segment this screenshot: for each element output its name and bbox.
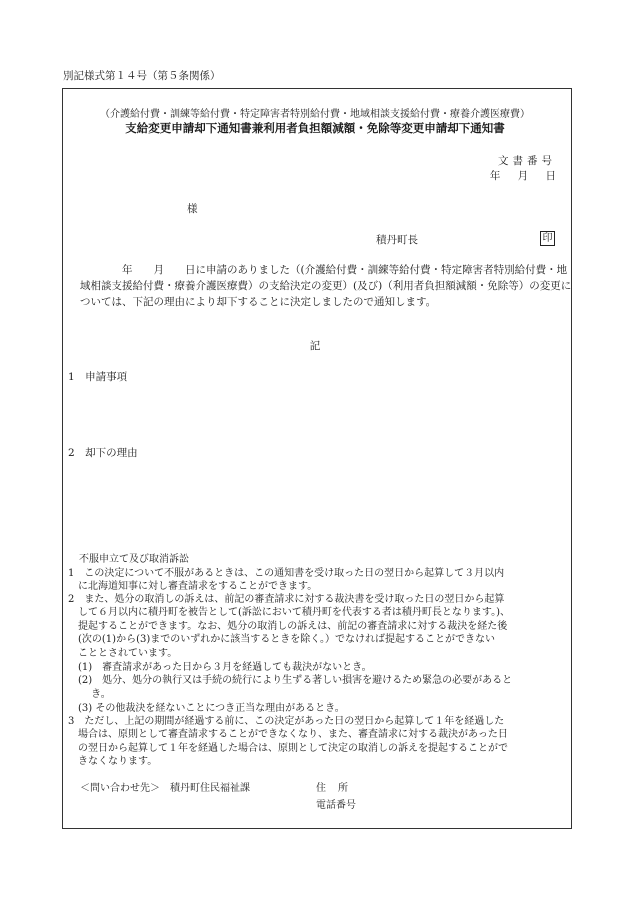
appeal-line: (2) 処分、処分の執行又は手続の続行により生ずる著しい損害を避けるため緊急の必要があると — [68, 675, 513, 686]
address-label: 住所 — [316, 783, 360, 794]
form-label: 別記様式第１４号（第５条関係） — [63, 70, 221, 82]
appeal-title: 不服申立て及び取消訴訟 — [79, 554, 189, 565]
appeal-line: きなくなります。 — [68, 756, 158, 767]
addressee: 様 — [187, 203, 198, 215]
appeal-line: 1 この決定について不服があるときは、この通知書を受け取った日の翌日から起算して３月以内 — [68, 568, 505, 579]
appeal-line: 場合は、原則として審査請求することができなくなり、また、審査請求に対する裁決があった日 — [68, 729, 508, 740]
doc-date-label: 年 月 日 — [489, 170, 556, 182]
appeal-line: こととされています。 — [68, 648, 178, 659]
document-title: 支給変更申請却下通知書兼利用者負担額減額・免除等変更申請却下通知書 — [125, 121, 505, 135]
appeal-line: き。 — [68, 689, 111, 700]
doc-number-label: 文書番号 — [498, 155, 556, 167]
appeal-line: 提起することができます。なお、処分の取消しの訴えは、前記の審査請求に対する裁決を経た後 — [68, 621, 508, 632]
ki-heading: 記 — [309, 340, 321, 352]
appeal-line: (次の(1)から(3)までのいずれかに該当するときを除く。）でなければ提起することができない — [68, 634, 496, 645]
appeal-line: (3) その他裁決を経ないことにつき正当な理由があるとき。 — [68, 703, 345, 714]
phone-label: 電話番号 — [316, 800, 356, 811]
body-paragraph: 年 月 日に申請のありました（(介護給付費・訓練等給付費・特定障害者特別給付費・地域相談支援給付費・療養介護医療費）の支給決定の変更）(及び)（利用者負担額減額・免除等）の変更については、下記の理由により却下することに決定しましたので通知します。 — [80, 264, 572, 308]
section-application: 1 申請事項 — [68, 371, 128, 383]
issuer: 積丹町長 — [376, 234, 418, 246]
appeal-line: 3 ただし、上記の期間が経過する前に、この決定があった日の翌日から起算して１年を経過した — [68, 716, 505, 727]
appeal-line: に北海道知事に対し審査請求をすることができます。 — [68, 581, 318, 592]
appeal-line: 2 また、処分の取消しの訴えは、前記の審査請求に対する裁決書を受け取った日の翌日から起算 — [68, 594, 505, 605]
section-reason: 2 却下の理由 — [68, 447, 138, 459]
appeal-line: (1) 審査請求があった日から３月を経過しても裁決がないとき。 — [68, 662, 372, 673]
appeal-line: して６月以内に積丹町を被告として(訴訟において積丹町を代表する者は積丹町長となります。)、 — [68, 607, 511, 618]
subtitle: （介護給付費・訓練等給付費・特定障害者特別給付費・地域相談支援給付費・療養介護医療費） — [100, 109, 530, 120]
appeal-line: の翌日から起算して１年を経過した場合は、原則として決定の取消しの訴えを提起することがで — [68, 743, 508, 754]
seal-mark: 印 — [540, 231, 555, 246]
contact-label: ＜問い合わせ先＞ 積丹町住民福祉課 — [80, 783, 250, 794]
